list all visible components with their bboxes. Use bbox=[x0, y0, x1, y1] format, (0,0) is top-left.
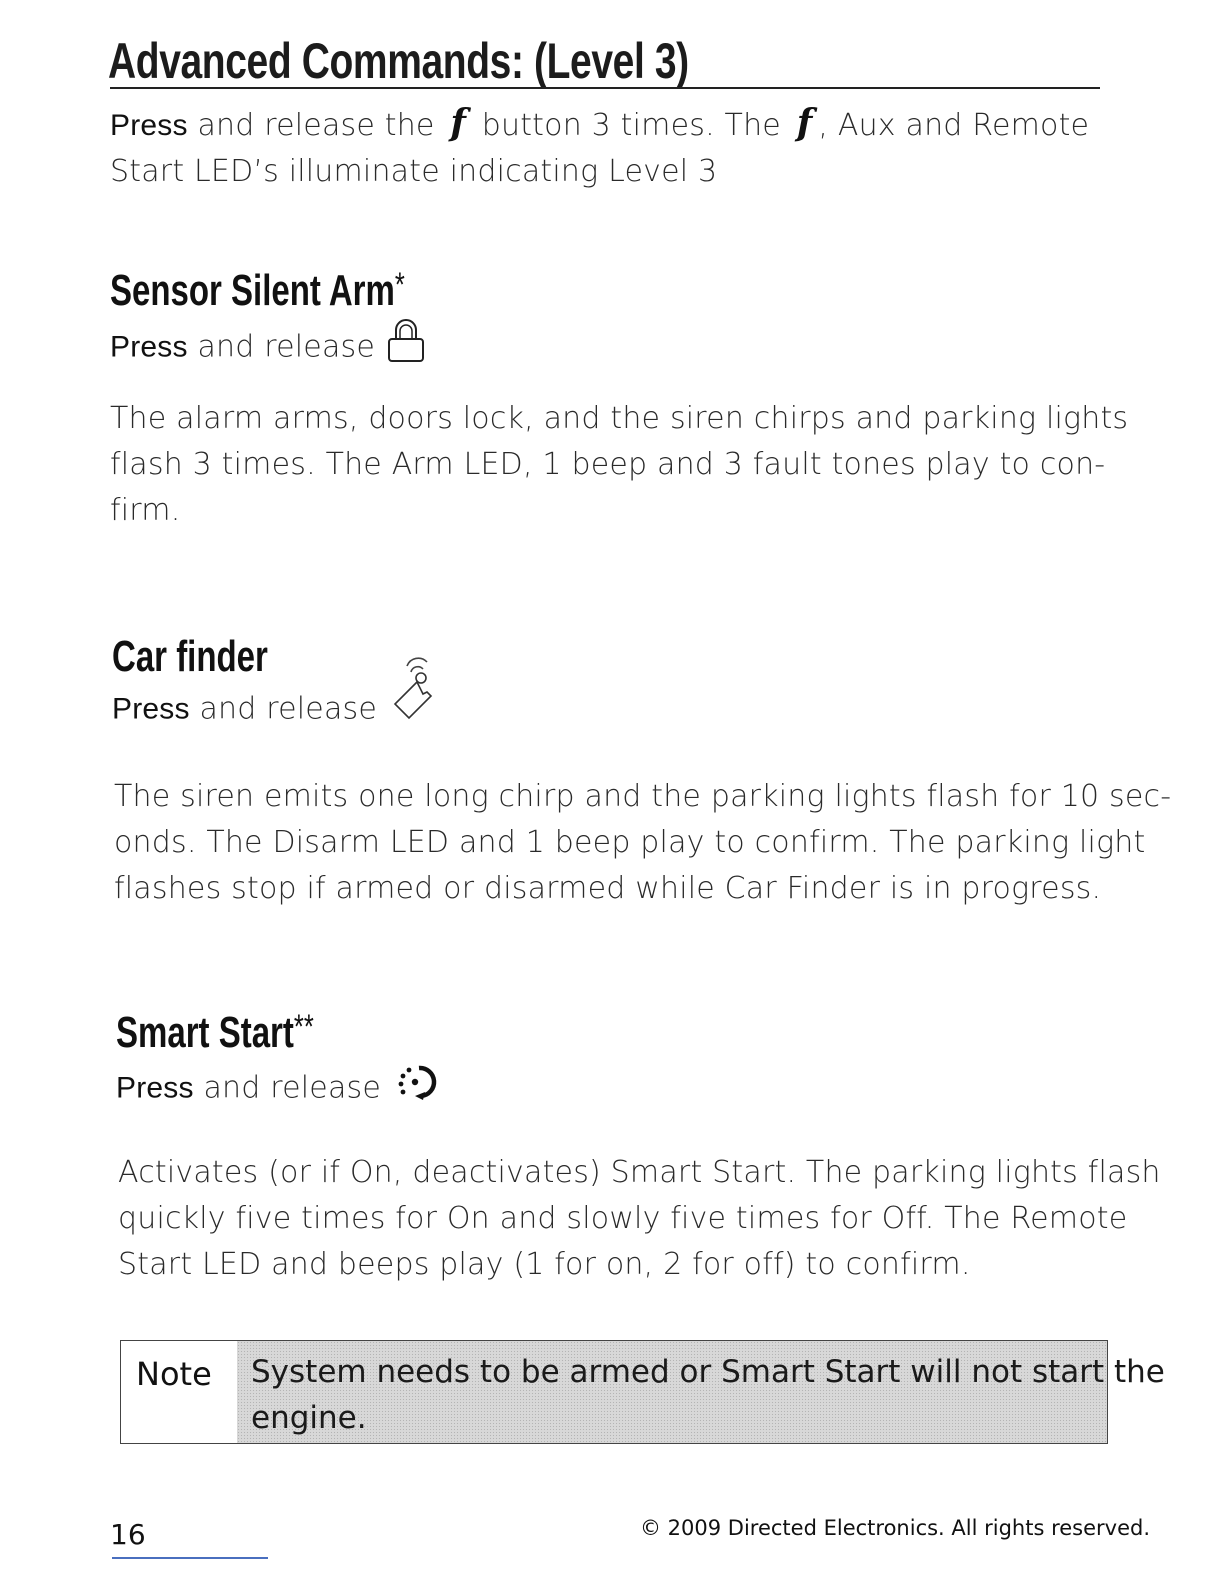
desc-line: flashes stop if armed or disarmed while Car Finder is in progress. bbox=[114, 871, 1102, 906]
note-box bbox=[120, 1340, 1165, 1444]
car-finder-icon bbox=[387, 652, 449, 738]
intro-part3: , Aux and Remote bbox=[818, 108, 1090, 143]
description-smart-start bbox=[118, 1150, 1161, 1288]
section-title-text: Sensor Silent Arm bbox=[110, 266, 395, 315]
intro-part1: and release the bbox=[197, 108, 435, 143]
action-rest: and release bbox=[197, 329, 376, 365]
intro-paragraph bbox=[110, 100, 1110, 195]
desc-line: flash 3 times. The Arm LED, 1 beep and 3 fault tones play to con- bbox=[110, 447, 1106, 482]
intro-line-1 bbox=[110, 100, 1110, 149]
action-rest: and release bbox=[199, 691, 378, 727]
desc-line: quickly five times for On and slowly five times for Off. The Remote bbox=[118, 1201, 1128, 1236]
f-button-symbol-2: f bbox=[796, 102, 813, 144]
description-sensor-silent-arm bbox=[110, 396, 1129, 534]
intro-part2: button 3 times. The bbox=[481, 108, 781, 143]
footnote-mark: * bbox=[394, 266, 405, 304]
note-label: Note bbox=[136, 1355, 212, 1393]
remote-start-icon bbox=[391, 1060, 441, 1118]
intro-press: Press bbox=[110, 109, 188, 142]
section-title-text: Smart Start bbox=[116, 1008, 294, 1057]
desc-line: firm. bbox=[110, 493, 181, 528]
desc-line: Activates (or if On, deactivates) Smart Start. The parking lights flash bbox=[118, 1155, 1161, 1190]
section-title-car-finder bbox=[112, 632, 268, 682]
copyright: © 2009 Directed Electronics. All rights reserved. bbox=[640, 1516, 1151, 1540]
lock-icon bbox=[385, 316, 427, 380]
action-rest: and release bbox=[203, 1070, 382, 1106]
action-press: Press bbox=[112, 692, 190, 726]
f-button-symbol: f bbox=[450, 102, 467, 144]
description-car-finder bbox=[114, 774, 1172, 912]
desc-line: onds. The Disarm LED and 1 beep play to confirm. The parking light bbox=[114, 825, 1146, 860]
note-text-line: System needs to be armed or Smart Start will not start the bbox=[251, 1354, 1165, 1390]
section-title-text: Car finder bbox=[112, 632, 268, 681]
desc-line: The alarm arms, doors lock, and the siren chirps and parking lights bbox=[110, 401, 1129, 436]
desc-line: Start LED and beeps play (1 for on, 2 for off) to confirm. bbox=[118, 1247, 971, 1282]
intro-line-2: Start LED’s illuminate indicating Level 3 bbox=[110, 154, 718, 189]
footer-rule bbox=[112, 1557, 268, 1559]
desc-line: The siren emits one long chirp and the parking lights flash for 10 sec- bbox=[114, 779, 1172, 814]
note-text bbox=[251, 1349, 1165, 1441]
footnote-mark: ** bbox=[293, 1008, 314, 1046]
title-underline bbox=[110, 87, 1100, 89]
action-press: Press bbox=[110, 330, 188, 364]
page-number: 16 bbox=[110, 1518, 146, 1551]
action-car-finder bbox=[112, 682, 449, 738]
section-title-sensor-silent-arm bbox=[110, 266, 405, 316]
action-press: Press bbox=[116, 1071, 194, 1105]
section-title-smart-start bbox=[116, 1008, 314, 1058]
action-sensor-silent-arm bbox=[110, 316, 427, 380]
action-smart-start bbox=[116, 1060, 441, 1118]
note-text-line: engine. bbox=[251, 1400, 367, 1436]
page-title: Advanced Commands: (Level 3) bbox=[108, 33, 689, 89]
